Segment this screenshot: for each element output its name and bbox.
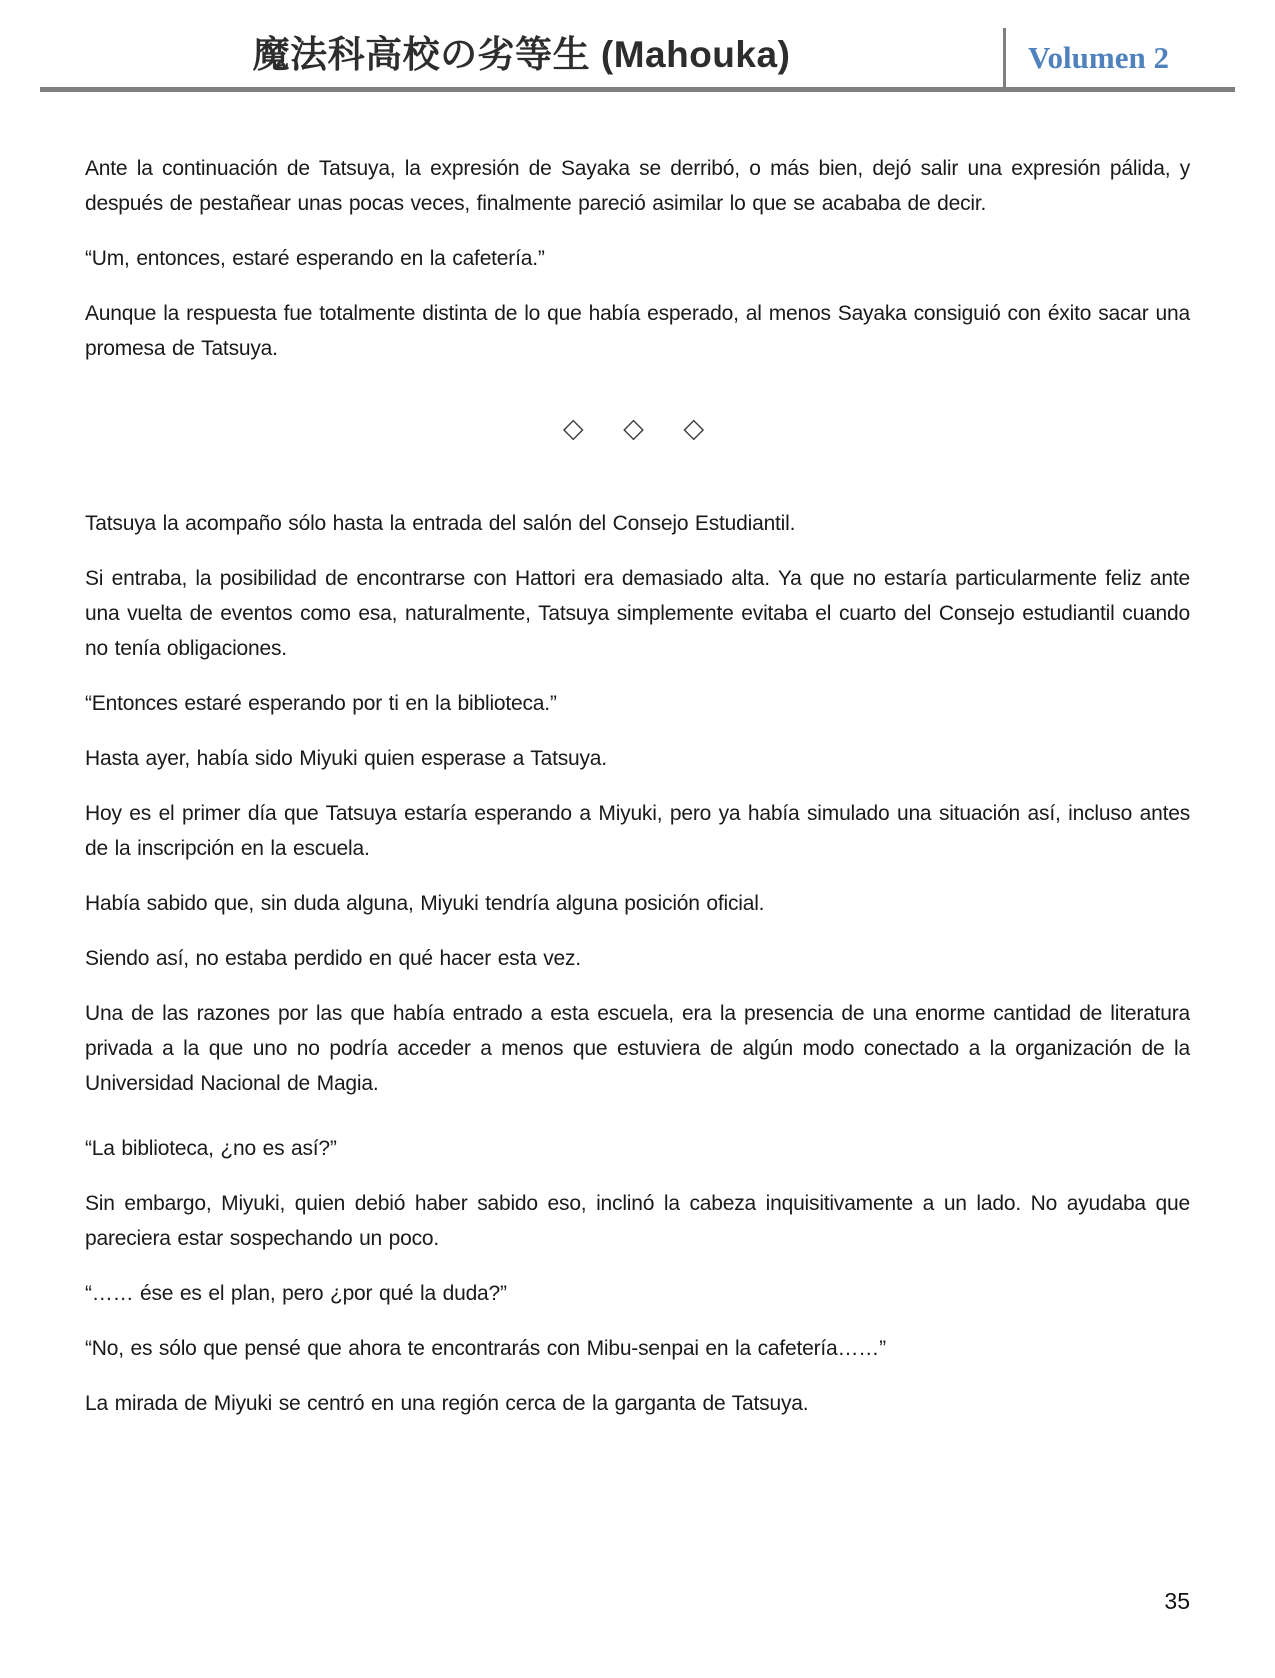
paragraph: Si entraba, la posibilidad de encontrarse con Hattori era demasiado alta. Ya que no estaría particularmente feliz ante una vuelta de eventos como esa, naturalmente, Tatsuya simplemente evitaba el cuarto del Consejo estudiantil cuando no tenía obligaciones. <box>85 567 1190 660</box>
paragraph: Sin embargo, Miyuki, quien debió haber sabido eso, inclinó la cabeza inquisitivamente a un lado. No ayudaba que pareciera estar sospechando un poco. <box>85 1192 1190 1250</box>
page-title: 魔法科高校の劣等生 (Mahouka) <box>252 34 791 75</box>
dialogue-paragraph: “Um, entonces, estaré esperando en la cafetería.” <box>85 247 545 270</box>
scene-separator-diamonds: ◇ ◇ ◇ <box>562 413 721 443</box>
paragraph: Había sabido que, sin duda alguna, Miyuki tendría alguna posición oficial. <box>85 892 765 915</box>
dialogue-paragraph: “…… ése es el plan, pero ¿por qué la duda?” <box>85 1282 507 1305</box>
paragraph: Aunque la respuesta fue totalmente distinta de lo que había esperado, al menos Sayaka consiguió con éxito sacar una promesa de Tatsuya. <box>85 302 1190 360</box>
header-title-cell <box>40 28 1003 87</box>
header-volume-cell <box>1003 28 1235 87</box>
paragraph: Hoy es el primer día que Tatsuya estaría esperando a Miyuki, pero ya había simulado una situación así, incluso antes de la inscripción en la escuela. <box>85 802 1190 860</box>
paragraph: Siendo así, no estaba perdido en qué hacer esta vez. <box>85 947 581 970</box>
dialogue-paragraph: “Entonces estaré esperando por ti en la biblioteca.” <box>85 692 557 715</box>
page-body <box>0 92 1275 1421</box>
paragraph: Una de las razones por las que había entrado a esta escuela, era la presencia de una enorme cantidad de literatura privada a la que uno no podría acceder a menos que estuviera de algún modo conectado a la organización de la Universidad Nacional de Magia. <box>85 1002 1190 1095</box>
paragraph: Ante la continuación de Tatsuya, la expresión de Sayaka se derribó, o más bien, dejó salir una expresión pálida, y después de pestañear unas pocas veces, finalmente pareció asimilar lo que se acababa de decir. <box>85 157 1190 215</box>
paragraph: La mirada de Miyuki se centró en una región cerca de la garganta de Tatsuya. <box>85 1392 809 1415</box>
page-number: 35 <box>1164 1588 1190 1614</box>
volume-label: Volumen 2 <box>1028 39 1169 75</box>
page-header <box>40 28 1235 92</box>
paragraph: Tatsuya la acompaño sólo hasta la entrada del salón del Consejo Estudiantil. <box>85 512 796 535</box>
document-page <box>0 28 1275 1678</box>
dialogue-paragraph: “No, es sólo que pensé que ahora te encontrarás con Mibu-senpai en la cafetería……” <box>85 1337 886 1360</box>
dialogue-paragraph: “La biblioteca, ¿no es así?” <box>85 1137 337 1160</box>
paragraph: Hasta ayer, había sido Miyuki quien esperase a Tatsuya. <box>85 747 607 770</box>
